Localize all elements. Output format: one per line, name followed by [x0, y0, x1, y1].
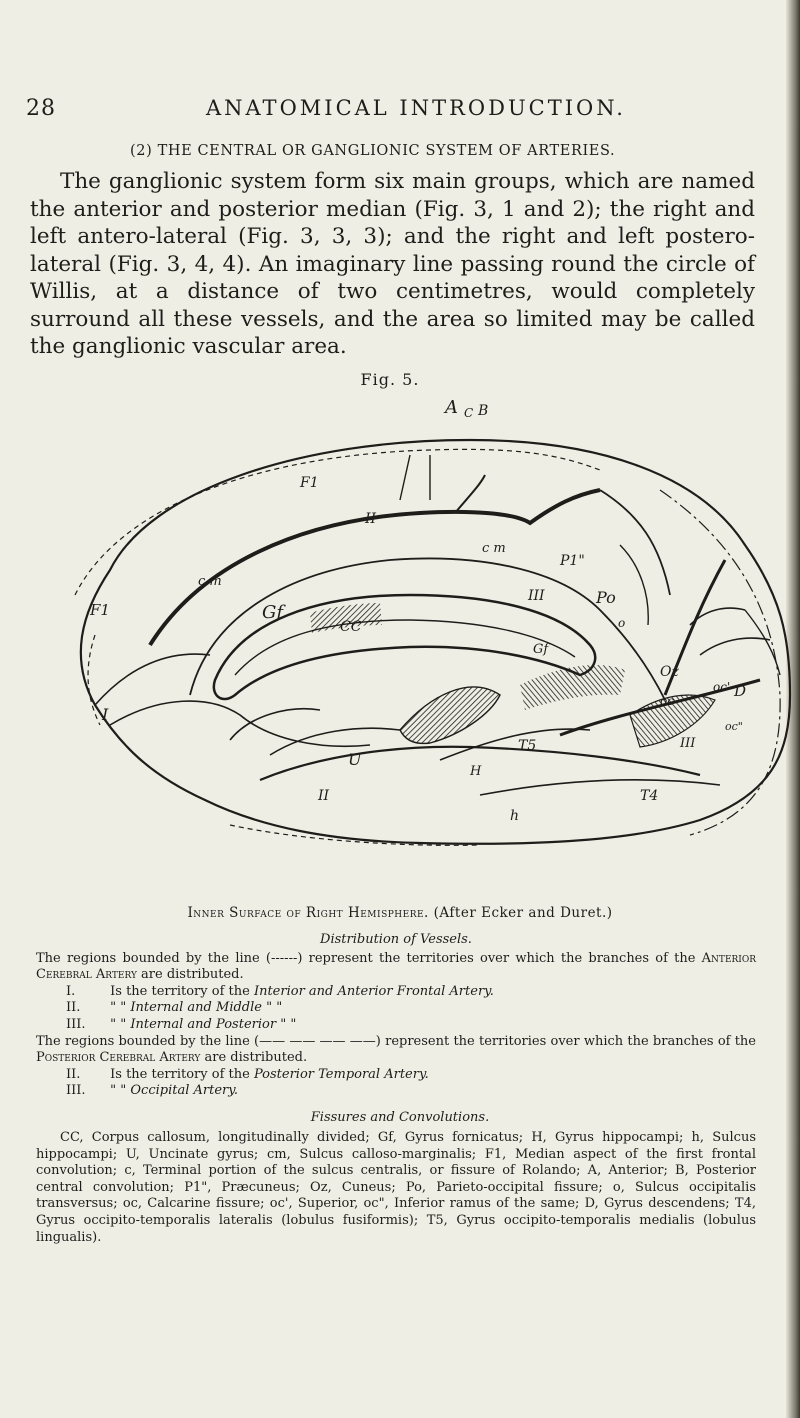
- fissures-text: CC, Corpus callosum, longitudinally divided; Gf, Gyrus fornicatus; H, Gyrus hippocampi; h, Sulcus hippocampi; U, Uncinate gyrus; cm, Sulcus calloso-marginalis; F1, Median aspect of the first frontal convolution; c, Terminal portion of the sulcus centralis, or fissure of Rolando; A, Anterior; B, Posterior central convolution; P1", Præcuneus; Oz, Cuneus; Po, Parieto-occipital fissure; o, Sulcus occipitalis transversus; oc, Calcarine fissure; oc', Superior, oc", Inferior ramus of the same; D, Gyrus descendens; T4, Gyrus occipito-temporalis lateralis (lobulus fusiformis); T5, Gyrus occipito-temporalis medialis (lobulus lingualis).: [36, 1130, 756, 1245]
- legend-intro-posterior-a: The regions bounded by the line (—— —— —— ——) represent the territories over which the branches of the: [36, 1033, 756, 1049]
- label-gf: Gf: [262, 602, 284, 623]
- label-oc2: oc": [725, 720, 743, 733]
- legend-item-artery: Internal and Middle: [130, 1000, 262, 1016]
- label-o: o: [618, 616, 626, 630]
- legend-item-suffix: " ": [280, 1016, 297, 1032]
- hemisphere-outline: [81, 440, 790, 844]
- label-cm-left: c m: [198, 574, 222, 589]
- label-f1-left: F1: [90, 601, 110, 619]
- legend-item-prefix: " ": [110, 1016, 127, 1032]
- label-f1-top: F1: [300, 475, 319, 491]
- legend-item: [36, 984, 756, 1001]
- legend-intro-anterior: [36, 951, 756, 984]
- legend-item-prefix: Is the territory of the: [110, 983, 250, 999]
- legend-intro-anterior-a: The regions bounded by the line (------) represent the territories over which the branches of the: [36, 950, 696, 966]
- legend-item-artery: Internal and Posterior: [130, 1016, 277, 1032]
- legend-item-num: I.: [66, 983, 76, 999]
- label-oz: Oz: [660, 664, 679, 680]
- legend-item-artery: Interior and Anterior Frontal Artery.: [253, 983, 494, 999]
- legend-item-num: II.: [66, 1000, 81, 1016]
- legend-item-prefix: " ": [110, 1083, 127, 1099]
- label-cc: CC: [340, 619, 362, 635]
- label-oc1: oc': [713, 680, 731, 694]
- label-d: D: [734, 682, 747, 700]
- section-heading: [130, 143, 615, 159]
- legend-intro-anterior-b: Anterior Cerebral Artery: [36, 950, 756, 983]
- label-gf2: Gf: [533, 642, 549, 657]
- label-h: H: [470, 764, 482, 779]
- legend-intro-posterior-b: Posterior Cerebral Artery: [36, 1050, 201, 1066]
- fissures-heading: Fissures and Convolutions.: [310, 1110, 490, 1125]
- legend-item-prefix: " ": [110, 1000, 127, 1016]
- section-title: THE CENTRAL OR GANGLIONIC SYSTEM OF ARTERIES.: [157, 143, 616, 159]
- label-b: B: [478, 403, 489, 419]
- label-t5: T5: [518, 738, 537, 754]
- legend-item-artery: Occipital Artery.: [130, 1083, 238, 1099]
- legend-item-num: II.: [66, 1066, 81, 1082]
- legend-item: [36, 1000, 756, 1017]
- running-head: [0, 96, 760, 126]
- label-iii-top: III: [528, 588, 545, 604]
- legend-item-suffix: " ": [266, 1000, 283, 1016]
- brain-hemisphere-figure: [0, 395, 800, 900]
- caption-title: Inner Surface of Right Hemisphere.: [187, 905, 429, 921]
- body-paragraph: The ganglionic system form six main groups, which are named the anterior and posterior median (Fig. 3, 1 and 2); the right and left antero-lateral (Fig. 3, 3, 3); and the right and left postero-lateral (Fig. 3, 4, 4). An imaginary line passing round the circle of Willis, at a distance of two centimetres, would completely surround all these vessels, and the area so limited may be called the ganglionic vascular area.: [30, 169, 755, 359]
- label-t4: T4: [640, 788, 659, 804]
- legend-intro-posterior-c: are distributed.: [204, 1050, 308, 1066]
- legend-item: [36, 1017, 756, 1034]
- legend-distribution: [36, 932, 756, 1100]
- label-oc: oc: [660, 694, 674, 708]
- label-po: Po: [596, 588, 616, 607]
- legend-item-prefix: Is the territory of the: [110, 1066, 250, 1082]
- label-cm-top: c m: [482, 541, 506, 556]
- label-h-lower: h: [510, 808, 520, 824]
- label-c: C: [464, 406, 474, 420]
- legend-intro-posterior: [36, 1034, 756, 1067]
- label-ii-top: II: [365, 511, 377, 527]
- legend-item: [36, 1083, 756, 1100]
- legend-item-num: III.: [66, 1083, 86, 1099]
- running-title: ANATOMICAL INTRODUCTION.: [206, 96, 626, 120]
- label-iii-bottom: III: [680, 736, 696, 751]
- label-u: U: [348, 750, 362, 769]
- legend-item: [36, 1067, 756, 1084]
- label-a: A: [445, 397, 458, 418]
- legend-heading: Distribution of Vessels.: [320, 932, 472, 947]
- legend-intro-anterior-c: are distributed.: [141, 967, 244, 983]
- frontal-fold: [95, 654, 210, 705]
- label-i: I: [102, 705, 109, 724]
- legend-item-artery: Posterior Temporal Artery.: [253, 1066, 429, 1082]
- label-ii-bottom: II: [318, 788, 330, 804]
- label-p1: P1": [560, 553, 585, 569]
- anterior-territory-line: [75, 449, 600, 595]
- section-number: (2): [130, 143, 153, 159]
- page-number: 28: [26, 96, 56, 121]
- figure-caption: [0, 905, 800, 921]
- caption-source: (After Ecker and Duret.): [433, 905, 613, 921]
- figure-label: Fig. 5.: [360, 370, 420, 389]
- legend-item-num: III.: [66, 1016, 86, 1032]
